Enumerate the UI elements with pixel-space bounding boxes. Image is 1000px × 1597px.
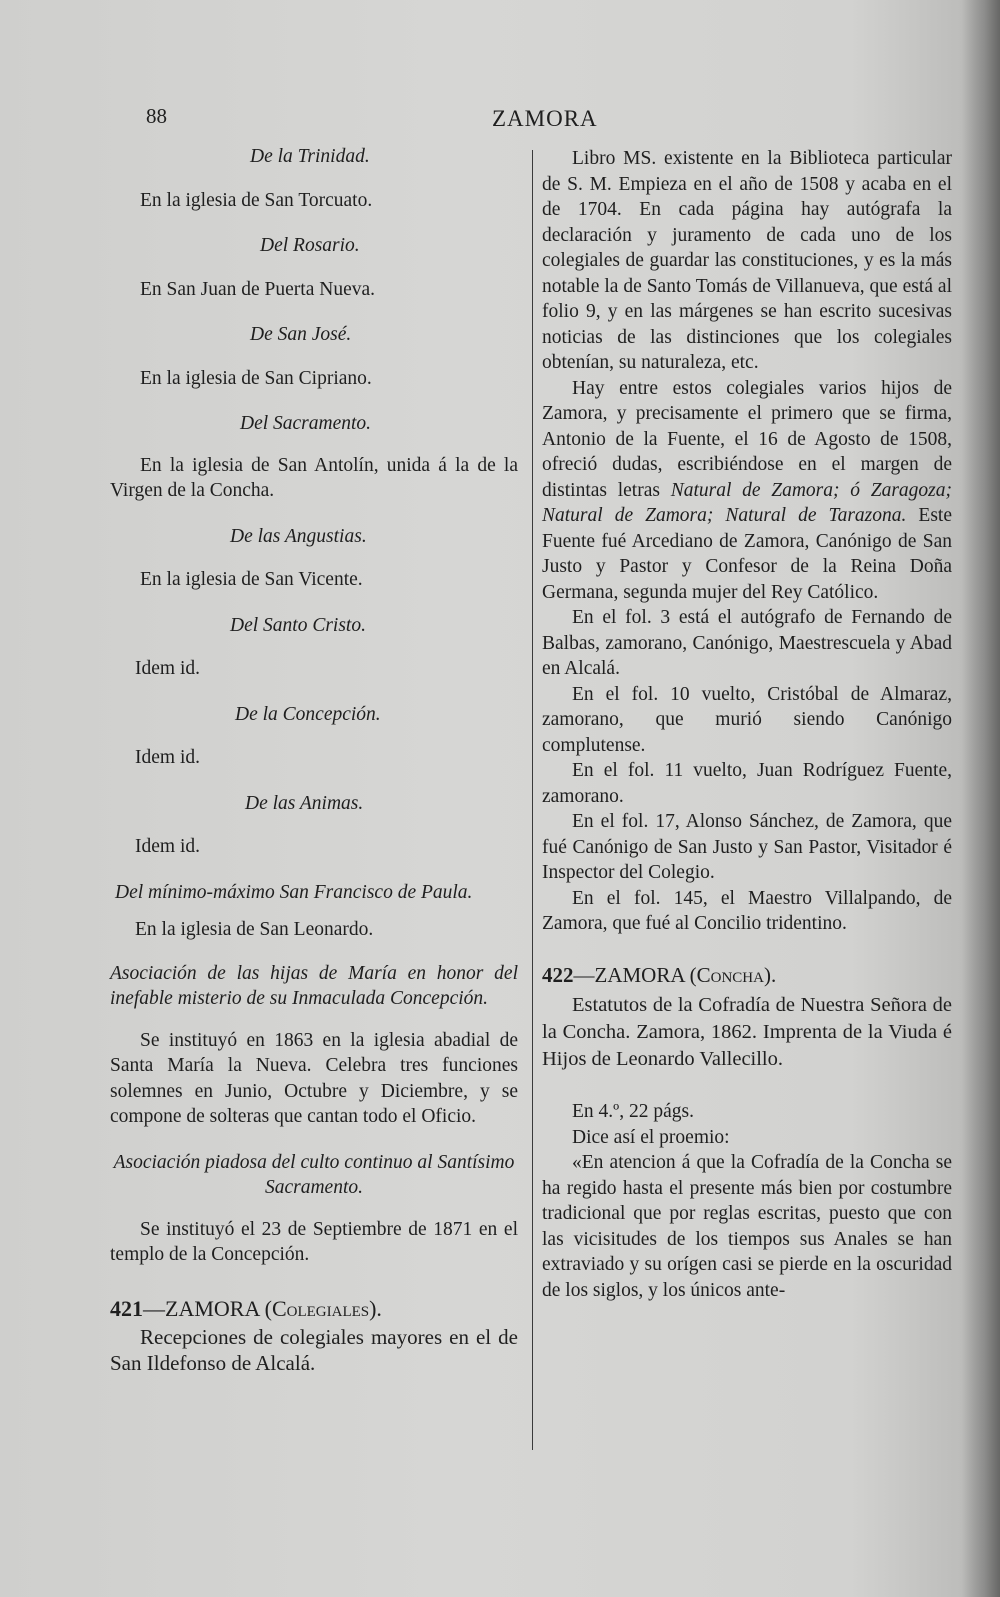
entry-421-number: 421 (110, 1295, 143, 1321)
heading-concepcion: De la Concepción. (235, 703, 381, 725)
heading-san-jose: De San José. (250, 324, 352, 345)
paragraph-estatutos: Estatutos de la Cofradía de Nuestra Señora de la Concha. Zamora, 1862. Imprenta de la Viuda é Hijos de Leonardo Vallecillo. (542, 994, 952, 1070)
paragraph-cipriano: En la iglesia de San Cipriano. (140, 367, 372, 389)
page-number: 88 (146, 104, 167, 128)
entry-422-subtitle: (Concha). (689, 962, 777, 987)
paragraph-1871: Se instituyó el 23 de Septiembre de 1871 en el templo de la Concepción. (110, 1218, 518, 1265)
paragraph-fol-11: En el fol. 11 vuelto, Juan Rodríguez Fuente, zamorano. (542, 760, 952, 807)
heading-asociacion-culto: Asociación piadosa del culto continuo al Santísimo Sacramento. (113, 1151, 515, 1198)
paragraph-antolin: En la iglesia de San Antolín, unida á la de la Virgen de la Concha. (110, 454, 518, 501)
paragraph-idem-2: Idem id. (135, 747, 200, 768)
entry-422-city: —ZAMORA (573, 962, 685, 987)
paragraph-quote: «En atencion á que la Cofradía de la Concha se ha regido hasta el presente más bien por costumbre tradicional que por reglas escritas, puesto que con las vicisitudes de los tiempos sus Anales se han extraviado y su orígen casi se pierde en la oscuridad de los siglos, y los únicos ante- (542, 1152, 952, 1301)
left-column (110, 142, 518, 1376)
paragraph-hay-italic: Natural de Zamora; ó Zaragoza; Natural de Zamora; Natural de Tarazona. (542, 479, 952, 526)
paragraph-hay-text-a: Hay entre estos colegiales varios hijos de Zamora, y precisamente el primero que se firma, Antonio de la Fuente, el 16 de Agosto de 1508, ofreció dudas, escribiéndose en el margen de distintas letras (542, 377, 952, 501)
paragraph-idem-3: Idem id. (135, 836, 200, 857)
entry-421-heading (110, 1296, 518, 1322)
paragraph-hay-text-b: Este Fuente fué Arcediano de Zamora, Canónigo de San Justo y Pastor y Confesor de la Reina Doña Germana, segunda mujer del Rey Católico. (542, 505, 952, 603)
entry-422-number: 422 (542, 962, 574, 987)
book-spine-shadow (962, 0, 1000, 1597)
paragraph-vicente: En la iglesia de San Vicente. (140, 569, 363, 590)
running-title: ZAMORA (492, 106, 598, 131)
paragraph-fol-17: En el fol. 17, Alonso Sánchez, de Zamora, que fué Canónigo de San Justo y San Pastor, Visitador é Inspector del Colegio. (542, 811, 952, 883)
paragraph-leonardo: En la iglesia de San Leonardo. (135, 919, 374, 940)
paragraph-1863: Se instituyó en 1863 en la iglesia abadial de Santa María la Nueva. Celebra tres funciones solemnes en Junio, Octubre y Diciembre, y se compone de solteras que cantan todo el Oficio. (110, 1029, 518, 1127)
paragraph-libro-ms: Libro MS. existente en la Biblioteca particular de S. M. Empieza en el año de 1508 y acaba en el de 1704. En cada página hay autógrafa la declaración y juramento de cada uno de los colegiales de guardar las constituciones, y es la más notable la de Santo Tomás de Villanueva, que está al folio 9, y en las márgenes se han escrito sucesivas noticias de las distinciones que los colegiales obtenían, su naturaleza, etc. (542, 148, 952, 373)
entry-421-subtitle: (Colegiales). (264, 1295, 382, 1321)
heading-asociacion-hijas-maria: Asociación de las hijas de María en honor del inefable misterio de su Inmaculada Concepción. (110, 962, 518, 1009)
heading-rosario: Del Rosario. (260, 235, 360, 256)
paragraph-fol-145: En el fol. 145, el Maestro Villalpando, de Zamora, que fué al Concilio tridentino. (542, 887, 952, 934)
heading-trinidad: De la Trinidad. (250, 146, 370, 167)
paragraph-dice: Dice así el proemio: (572, 1126, 730, 1148)
heading-animas: De las Animas. (245, 792, 364, 814)
heading-san-francisco-paula: Del mínimo-máximo San Francisco de Paula. (115, 881, 473, 903)
entry-421-text: Recepciones de colegiales mayores en el de San Ildefonso de Alcalá. (110, 1325, 518, 1375)
heading-sacramento: Del Sacramento. (240, 413, 372, 434)
paragraph-puerta-nueva: En San Juan de Puerta Nueva. (140, 278, 376, 300)
paragraph-torcuato: En la iglesia de San Torcuato. (140, 189, 373, 211)
heading-santo-cristo: Del Santo Cristo. (230, 614, 366, 636)
paragraph-idem-1: Idem id. (135, 658, 200, 679)
entry-422-heading (542, 963, 952, 989)
right-column (542, 146, 952, 1303)
paragraph-fol-3: En el fol. 3 está el autógrafo de Fernando de Balbas, zamorano, Canónigo, Maestrescuela y Abad en Alcalá. (542, 607, 952, 679)
paragraph-hay-colegiales (542, 376, 952, 606)
heading-angustias: De las Angustias. (230, 525, 367, 547)
column-divider (532, 150, 533, 1450)
paragraph-fol-10: En el fol. 10 vuelto, Cristóbal de Almaraz, zamorano, que murió siendo Canónigo complutense. (542, 683, 952, 756)
paragraph-en-4: En 4.º, 22 págs. (572, 1101, 694, 1122)
entry-421-city: —ZAMORA (143, 1295, 260, 1321)
